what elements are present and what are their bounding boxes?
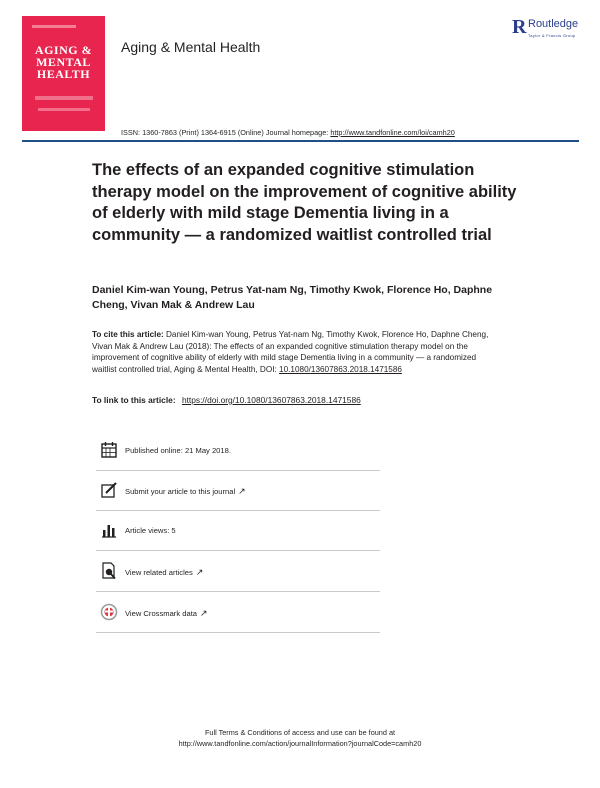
- article-authors: Daniel Kim-wan Young, Petrus Yat-nam Ng, Timothy Kwok, Florence Ho, Daphne Cheng, Vivan Mak & Andrew Lau: [92, 284, 493, 311]
- citation-label: To cite this article:: [92, 330, 164, 339]
- journal-homepage-link[interactable]: http://www.tandfonline.com/loi/camh20: [330, 128, 455, 137]
- cover-subtitle-bar-2: [38, 108, 90, 111]
- submit-article-label: Submit your article to this journal: [125, 487, 236, 496]
- routledge-r-icon: R: [512, 16, 527, 38]
- footer-terms-link[interactable]: http://www.tandfonline.com/action/journalInformation?journalCode=camh20: [178, 739, 422, 748]
- edit-icon: [100, 481, 118, 499]
- crossmark-label: View Crossmark data: [125, 609, 198, 618]
- submit-article-link[interactable]: [125, 486, 246, 497]
- citation-block: [92, 329, 492, 375]
- external-link-icon: ↗: [200, 608, 208, 618]
- article-views: Article views: 5: [125, 526, 176, 535]
- crossmark-icon: [100, 603, 118, 621]
- publisher-name: Routledge: [528, 18, 579, 30]
- journal-name: Aging & Mental Health: [121, 39, 261, 55]
- article-title: The effects of an expanded cognitive stimulation therapy model on the improvement of cognitive ability of elderly with mild stage Dementia living in a community — a randomized waitlist controlled trial: [92, 161, 517, 244]
- article-link-row: [92, 395, 361, 405]
- published-date: Published online: 21 May 2018.: [125, 446, 231, 455]
- external-link-icon: ↗: [238, 486, 246, 496]
- cover-top-bar: [32, 25, 76, 28]
- crossmark-link[interactable]: [125, 608, 208, 619]
- views-row: [96, 517, 380, 551]
- search-document-icon: [100, 562, 118, 580]
- publisher-tagline: Taylor & Francis Group: [528, 33, 576, 38]
- related-articles-link[interactable]: [125, 567, 203, 578]
- cover-subtitle-bar: [35, 96, 93, 100]
- published-row: [96, 437, 380, 471]
- footer-terms: Full Terms & Conditions of access and use can be found at: [204, 728, 396, 737]
- crossmark-row[interactable]: [96, 599, 380, 633]
- submit-row[interactable]: [96, 477, 380, 511]
- calendar-icon: [100, 441, 118, 459]
- issn-text: ISSN: 1360-7863 (Print) 1364-6915 (Online) Journal homepage:: [121, 128, 331, 137]
- cover-title: AGING & MENTAL HEALTH: [34, 43, 93, 81]
- related-articles-label: View related articles: [125, 568, 193, 577]
- footer: [0, 727, 600, 749]
- article-link-url[interactable]: https://doi.org/10.1080/13607863.2018.1471586: [181, 395, 361, 405]
- publisher-logo[interactable]: [512, 17, 592, 43]
- bar-chart-icon: [100, 521, 118, 539]
- journal-cover-image: [22, 16, 105, 131]
- citation-text: Daniel Kim-wan Young, Petrus Yat-nam Ng, Timothy Kwok, Florence Ho, Daphne Cheng, Vivan Mak & Andrew Lau (2018): The effects of an expanded cognitive stimulation therapy model on the improvement of cognitive ability of elderly with mild stage Dementia living in a community — a randomized waitlist controlled trial, Aging & Mental Health, DOI:: [92, 330, 489, 374]
- related-row[interactable]: [96, 558, 380, 592]
- issn-line: [121, 128, 455, 137]
- external-link-icon: ↗: [195, 567, 204, 577]
- article-link-label: To link to this article:: [92, 395, 178, 405]
- header-divider: [22, 140, 579, 142]
- doi-link[interactable]: 10.1080/13607863.2018.1471586: [279, 364, 402, 374]
